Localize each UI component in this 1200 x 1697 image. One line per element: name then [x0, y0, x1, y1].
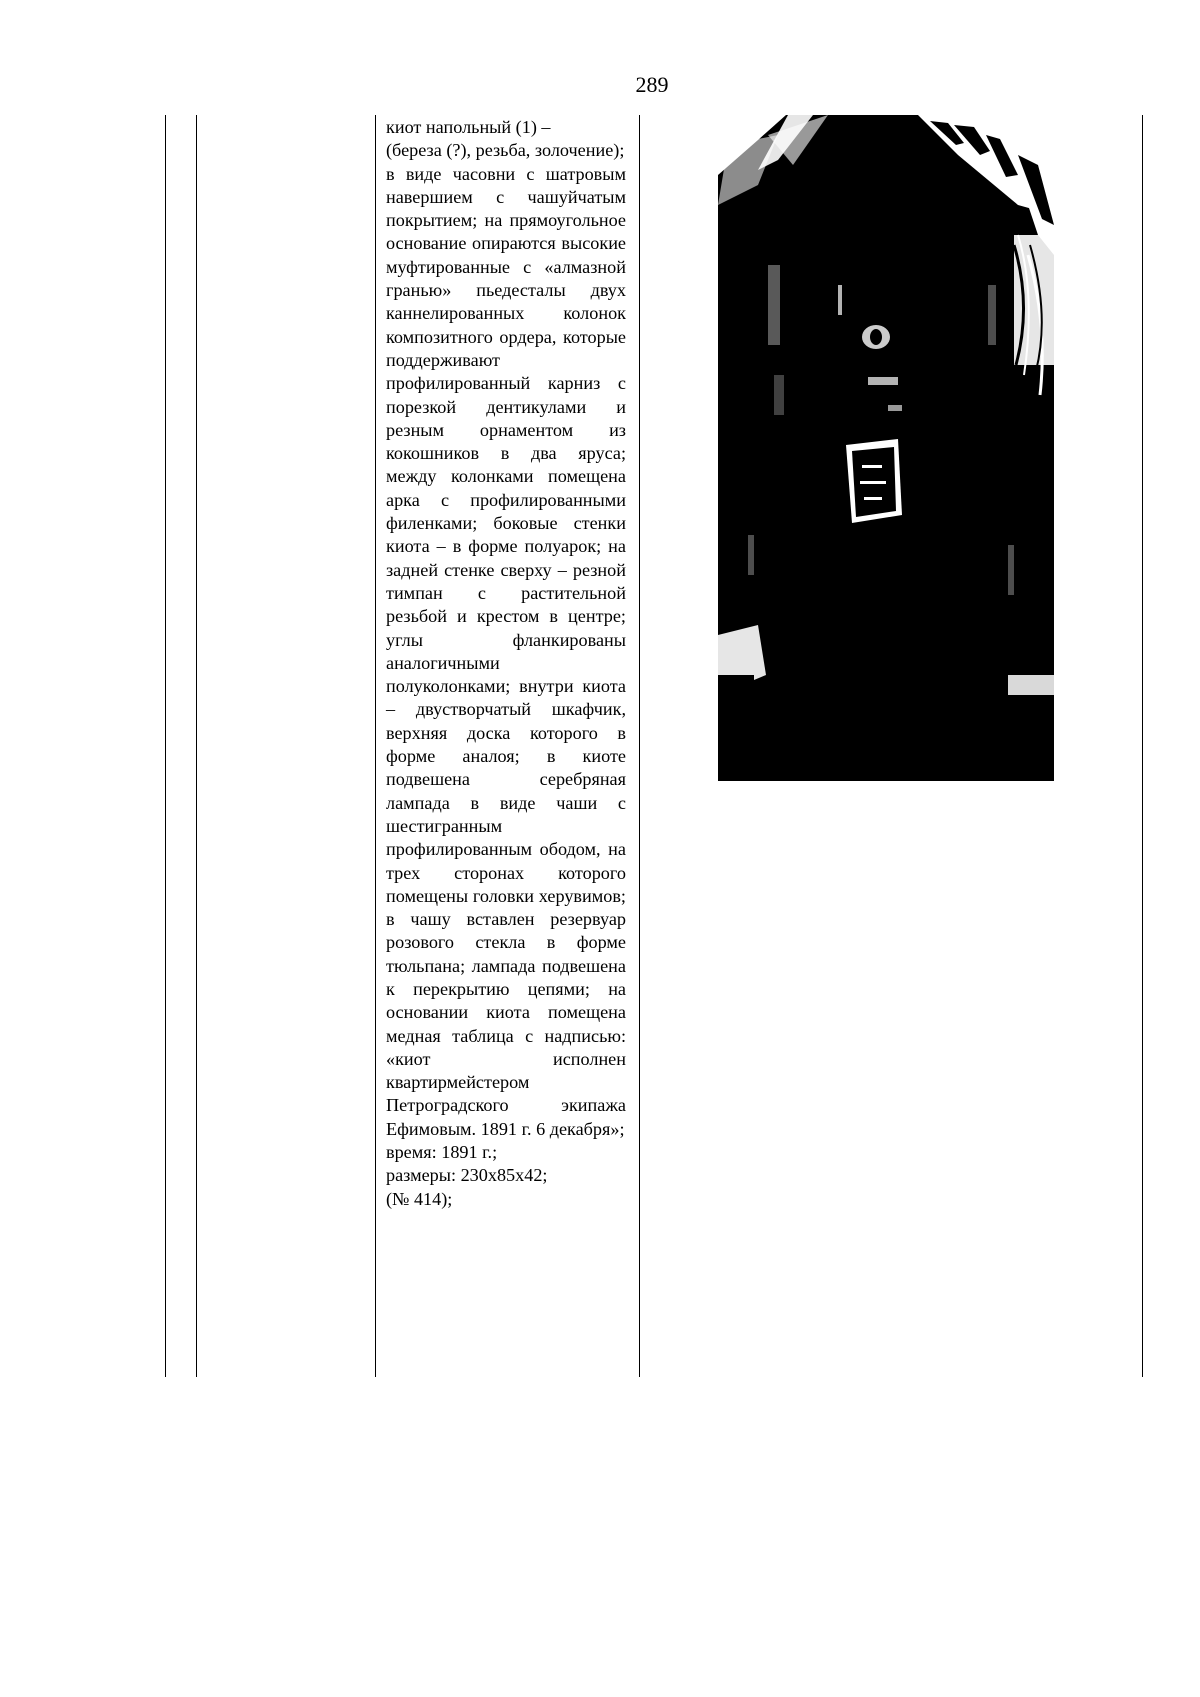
desc-line-dimensions: размеры: 230х85х42; — [386, 1165, 548, 1186]
desc-line-number: (№ 414); — [386, 1188, 453, 1209]
table-border-left-inner — [196, 115, 197, 1377]
kiot-photograph — [718, 115, 1054, 781]
table-border-desc-left — [375, 115, 376, 1377]
table-border-left-outer — [165, 115, 166, 1377]
page-number: 289 — [635, 72, 669, 97]
table-border-desc-right — [639, 115, 640, 1377]
table-border-right — [1142, 115, 1143, 1377]
desc-line-date: время: 1891 г.; — [386, 1142, 498, 1163]
desc-line-title: киот напольный (1) – — [386, 117, 551, 137]
desc-line-body: в виде часовни с шатровым навершием с чашуйчатым покрытием; на прямоугольное основание опираются высокие муфтированные с «алмазной гранью» пьедесталы двух каннелированных колонок композитного ордера, которые поддерживают профилированный карниз с порезкой дентикулами и резным орнаментом из кокошников в два яруса; между колонками помещена арка с профилированными филенками; боковые стенки киота – в форме полуарок; на задней стенке сверху – резной тимпан с растительной резьбой и крестом в центре; углы фланкированы аналогичными полуколонками; внутри киота – двустворчатый шкафчик, верхняя доска которого в форме аналоя; в киоте подвешена серебряная лампада в виде чаши с шестигранным профилированным ободом, на трех сторонах которого помещены головки херувимов; в чашу вставлен резервуар розового стекла в форме тюльпана; лампада подвешена к перекрытию цепями; на основании киота помещена медная таблица с надписью: «киот исполнен квартирмейстером Петроградского экипажа Ефимовым. 1891 г. 6 декабря»; — [386, 163, 626, 1139]
object-description — [386, 116, 626, 1211]
desc-line-material: (береза (?), резьба, золочение); — [386, 140, 625, 161]
